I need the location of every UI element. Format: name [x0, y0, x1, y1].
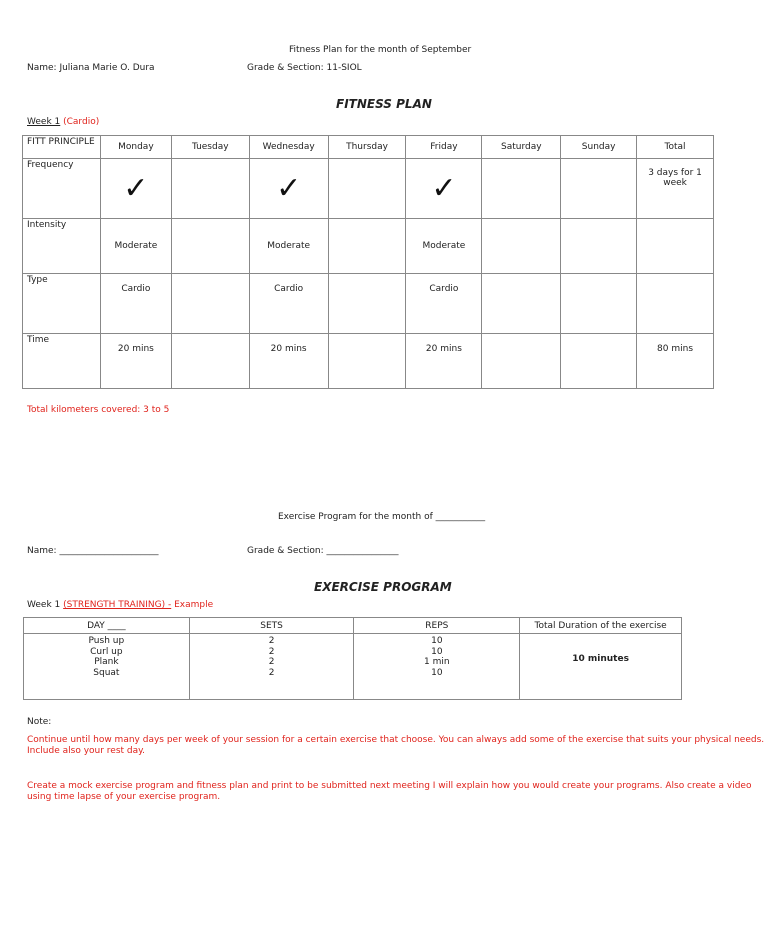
column-header: Total — [637, 136, 714, 159]
list-item: Squat — [93, 667, 120, 678]
table-cell: Cardio — [249, 274, 328, 334]
table-cell: 20 mins — [100, 334, 171, 389]
table-cell — [171, 334, 249, 389]
table-cell: Moderate — [406, 219, 482, 274]
sets-list — [189, 634, 354, 700]
row-label: Type — [23, 274, 101, 334]
exercise-grade-section: Grade & Section: ________________ — [247, 546, 399, 556]
table-cell — [561, 274, 637, 334]
exercise-program-heading: EXERCISE PROGRAM — [314, 580, 452, 594]
total-duration: 10 minutes — [520, 634, 682, 700]
column-header: DAY ____ — [24, 618, 190, 634]
week-example: Example — [174, 600, 214, 610]
table-row-type — [23, 274, 714, 334]
column-header: REPS — [354, 618, 520, 634]
exercise-title: Exercise Program for the month of ___________ — [278, 512, 486, 522]
note-label: Note: — [27, 717, 52, 727]
exercise-name-field: Name: ______________________ — [27, 546, 159, 556]
grade-section: Grade & Section: 11-SIOL — [247, 63, 362, 73]
table-cell — [561, 219, 637, 274]
exercise-program-table — [23, 617, 682, 700]
list-item: 2 — [268, 657, 275, 667]
week-type: (STRENGTH TRAINING) - — [63, 600, 172, 610]
list-item: 2 — [268, 636, 275, 646]
table-header-row — [24, 618, 682, 634]
table-cell — [482, 274, 561, 334]
week-number: Week 1 — [27, 600, 61, 610]
column-header: Saturday — [482, 136, 561, 159]
table-cell: Moderate — [100, 219, 171, 274]
table-cell — [482, 219, 561, 274]
student-name: Name: Juliana Marie O. Dura — [27, 63, 155, 73]
note-paragraph-1: Continue until how many days per week of your session for a certain exercise that choose. You can always add some of the exercise that suits your physical needs. Include also your rest day. — [27, 735, 765, 756]
table-cell — [482, 159, 561, 219]
list-item: Curl up — [90, 646, 123, 657]
exercise-week-label — [27, 600, 213, 610]
total-cell — [637, 274, 714, 334]
column-header: Tuesday — [171, 136, 249, 159]
list-item: 2 — [268, 667, 275, 678]
list-item: 10 — [431, 636, 443, 646]
km-note: Total kilometers covered: 3 to 5 — [27, 405, 170, 415]
check-icon: ✓ — [100, 159, 171, 219]
reps-list — [354, 634, 520, 700]
total-cell — [637, 219, 714, 274]
table-cell — [328, 219, 406, 274]
list-item: Push up — [88, 636, 125, 646]
table-cell: Cardio — [406, 274, 482, 334]
check-icon: ✓ — [249, 159, 328, 219]
fitness-week-label — [27, 117, 99, 127]
table-cell — [171, 274, 249, 334]
table-cell — [482, 334, 561, 389]
week-number: Week 1 — [27, 117, 61, 127]
table-cell: 20 mins — [406, 334, 482, 389]
table-cell — [561, 334, 637, 389]
column-header: Friday — [406, 136, 482, 159]
table-cell — [328, 274, 406, 334]
table-cell: Moderate — [249, 219, 328, 274]
column-header: FITT PRINCIPLE — [23, 136, 101, 159]
column-header: Sunday — [561, 136, 637, 159]
week-type: (Cardio) — [63, 117, 100, 127]
table-header-row — [23, 136, 714, 159]
fitness-plan-heading: FITNESS PLAN — [336, 97, 432, 111]
exercise-list — [24, 634, 190, 700]
total-cell: 80 mins — [637, 334, 714, 389]
table-cell: Cardio — [100, 274, 171, 334]
total-cell: 3 days for 1 week — [637, 159, 714, 219]
table-row-intensity — [23, 219, 714, 274]
row-label: Time — [23, 334, 101, 389]
column-header: Thursday — [328, 136, 406, 159]
page-title: Fitness Plan for the month of September — [289, 45, 472, 55]
note-paragraph-2: Create a mock exercise program and fitness plan and print to be submitted next meeting I will explain how you would create your programs. Also create a video using time lapse of your exercise program. — [27, 781, 752, 802]
list-item: 2 — [268, 646, 275, 657]
list-item: 10 — [431, 667, 443, 678]
column-header: SETS — [189, 618, 354, 634]
table-row — [24, 634, 682, 700]
list-item: 10 — [431, 646, 443, 657]
list-item: 1 min — [424, 657, 450, 667]
table-cell — [328, 334, 406, 389]
table-cell — [328, 159, 406, 219]
table-row-frequency — [23, 159, 714, 219]
row-label: Frequency — [23, 159, 101, 219]
list-item: Plank — [94, 657, 119, 667]
row-label: Intensity — [23, 219, 101, 274]
table-cell: 20 mins — [249, 334, 328, 389]
fitness-plan-table — [22, 135, 714, 389]
table-cell — [171, 219, 249, 274]
table-row-time — [23, 334, 714, 389]
check-icon: ✓ — [406, 159, 482, 219]
table-cell — [561, 159, 637, 219]
column-header: Total Duration of the exercise — [520, 618, 682, 634]
column-header: Monday — [100, 136, 171, 159]
column-header: Wednesday — [249, 136, 328, 159]
table-cell — [171, 159, 249, 219]
